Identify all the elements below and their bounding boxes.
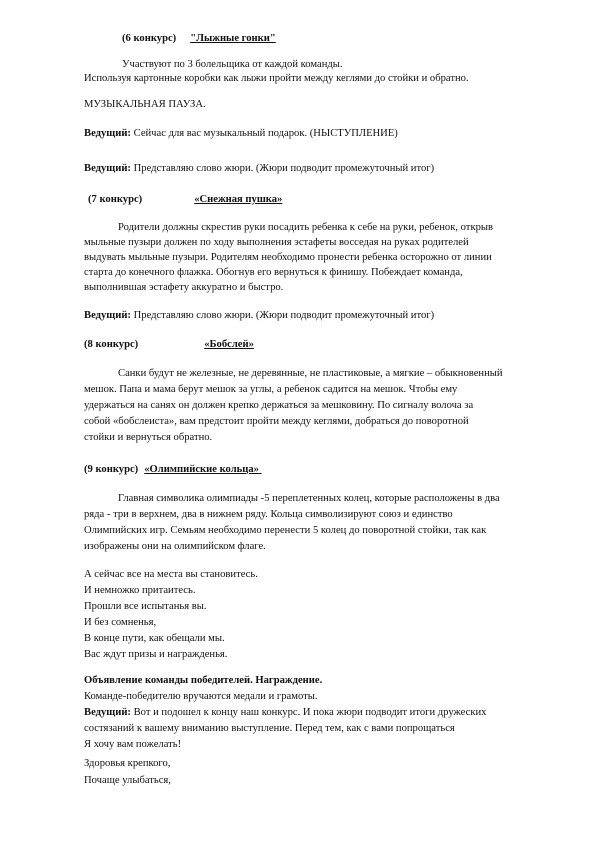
host-label: Ведущий:	[84, 128, 131, 139]
music-pause-heading: МУЗЫКАЛЬНАЯ ПАУЗА.	[84, 99, 206, 110]
contest-6-title: "Лыжные гонки"	[190, 33, 276, 44]
contest-9-line: ряда - три в верхнем, два в нижнем ряду. Кольца символизируют союз и единство	[84, 509, 453, 520]
contest-9-label: (9 конкурс)	[84, 464, 139, 475]
contest-8-line: Санки будут не железные, не деревянные, не пластиковые, а мягкие – обыкновенный	[118, 368, 503, 379]
final-line: Здоровья крепкого,	[84, 758, 171, 769]
contest-6-heading	[122, 32, 555, 45]
contest-6-label: (6 конкурс)	[122, 33, 177, 44]
final-line: состязаний к вашему вниманию выступление. Перед тем, как с вами попрощаться	[84, 723, 455, 734]
final-line: Я хочу вам пожелать!	[84, 739, 182, 750]
poem-line: В конце пути, как обещали мы.	[84, 633, 225, 644]
contest-8-line: собой «бобслеиста», вам предстоит пройти между кеглями, добраться до поворотной	[84, 416, 469, 427]
final-heading: Объявление команды победителей. Награждение.	[84, 675, 323, 686]
contest-8-line: удержаться на санях он должен крепко держаться за мешковину. По сигналу волоча за	[84, 400, 474, 411]
poem-line: А сейчас все на места вы становитесь.	[84, 569, 258, 580]
title-underline-tail	[259, 463, 279, 476]
contest-9-line: Олимпийских игр. Семьям необходимо перенести 5 колец до поворотной стойки, так как	[84, 525, 487, 536]
contest-7-line: старта до конечного флажка. Обогнув его вернуться к финишу. Побеждает команда,	[84, 267, 463, 278]
host-label: Ведущий:	[84, 707, 131, 718]
host-text: Вот и подошел к концу наш конкурс. И пока жюри подводит итоги дружеских	[130, 707, 487, 718]
contest-7-line: выполнившая эстафету аккуратно и быстро.	[84, 282, 284, 293]
contest-6-text-2: Используя картонные коробки как лыжи пройти между кеглями до стойки и обратно.	[84, 73, 469, 84]
contest-7-title: «Снежная пушка»	[194, 194, 283, 205]
contest-7-line: Родители должны скрестив руки посадить ребенка к себе на руки, ребенок, открыв	[118, 222, 494, 233]
poem-line: И без сомненья,	[84, 617, 157, 628]
host-text: Представляю слово жюри. (Жюри подводит промежуточный итог)	[130, 163, 435, 174]
final-host-line	[84, 706, 555, 719]
contest-8-heading	[84, 338, 555, 351]
contest-8-title: «Бобслей»	[204, 339, 254, 350]
host-label: Ведущий:	[84, 163, 131, 174]
poem-line: Вас ждут призы и награжденья.	[84, 649, 228, 660]
contest-7-label: (7 конкурс)	[88, 194, 143, 205]
host-line-1	[84, 127, 555, 140]
contest-8-label: (8 конкурс)	[84, 339, 139, 350]
contest-8-line: стойки и вернуться обратно.	[84, 432, 213, 443]
contest-8-line: мешок. Папа и мама берут мешок за углы, а ребенок садится на мешок. Чтобы ему	[84, 384, 458, 395]
final-line: Команде-победителю вручаются медали и грамоты.	[84, 691, 318, 702]
contest-9-line: Главная символика олимпиады -5 переплетенных колец, которые расположены в два	[118, 493, 500, 504]
contest-9-line: изображены они на олимпийском флаге.	[84, 541, 266, 552]
host-text: Представляю слово жюри. (Жюри подводит промежуточный итог)	[130, 310, 435, 321]
contest-7-line: выдувать мыльные пузыри. Родителям необходимо пронести ребенка осторожно от линии	[84, 252, 492, 263]
contest-7-line: мыльные пузыри должен по ходу выполнения эстафеты восседая на руках родителей	[84, 237, 469, 248]
host-text: Сейчас для вас музыкальный подарок. (НЫСТУПЛЕНИЕ)	[130, 128, 398, 139]
contest-6-text-1: Участвуют по 3 болельщика от каждой команды.	[122, 59, 343, 70]
poem-line: И немножко притаитесь.	[84, 585, 196, 596]
host-label: Ведущий:	[84, 310, 131, 321]
final-line: Почаще улыбаться,	[84, 775, 171, 786]
host-line-3	[84, 309, 555, 322]
contest-9-title: «Олимпийские кольца»	[144, 464, 259, 475]
poem-line: Прошли все испытанья вы.	[84, 601, 207, 612]
host-line-2	[84, 162, 555, 175]
contest-7-heading	[88, 193, 555, 206]
contest-9-heading	[84, 463, 555, 476]
